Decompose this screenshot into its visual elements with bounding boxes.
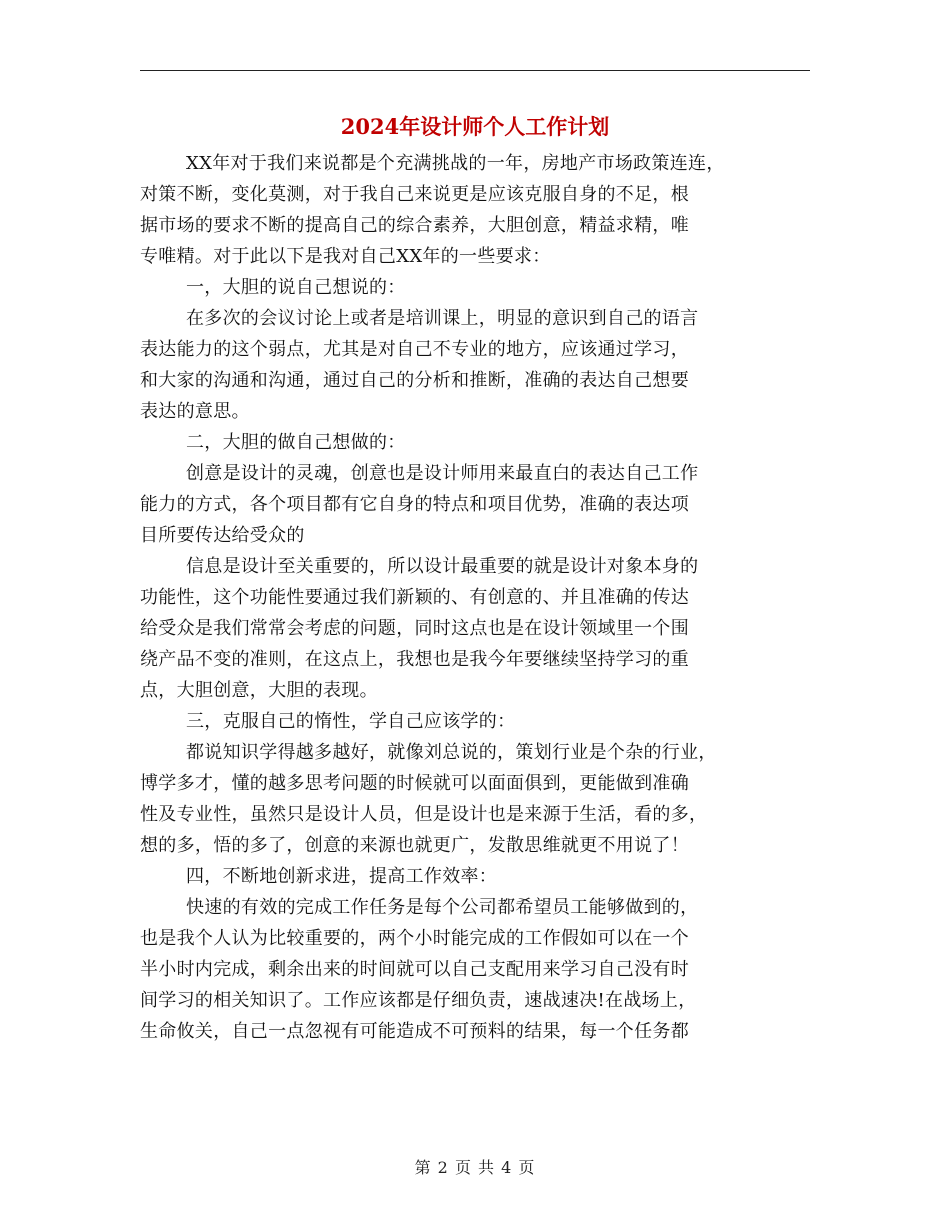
body-line: 功能性，这个功能性要通过我们新颖的、有创意的、并且准确的传达: [140, 587, 689, 608]
page-footer: 第 2 页 共 4 页: [414, 1158, 536, 1177]
body-line: 二，大胆的做自己想做的：: [186, 432, 406, 453]
body-line: 专唯精。对于此以下是我对自己XX年的一些要求：: [140, 246, 551, 267]
document-title: 2024年设计师个人工作计划: [340, 114, 610, 139]
body-line: 快速的有效的完成工作任务是每个公司都希望员工能够做到的，: [186, 897, 699, 918]
body-line: XX年对于我们来说都是个充满挑战的一年，房地产市场政策连连，: [186, 153, 725, 174]
body-line: 对策不断，变化莫测，对于我自己来说更是应该克服自身的不足，根: [140, 184, 689, 205]
body-line: 在多次的会议讨论上或者是培训课上，明显的意识到自己的语言: [186, 308, 699, 329]
body-line: 据市场的要求不断的提高自己的综合素养，大胆创意，精益求精，唯: [140, 215, 689, 236]
document-body: [140, 148, 812, 1047]
body-line: 博学多才，懂的越多思考问题的时候就可以面面俱到，更能做到准确: [140, 773, 689, 794]
body-line: 给受众是我们常常会考虑的问题，同时这点也是在设计领域里一个围: [140, 618, 689, 639]
body-line: 点，大胆创意，大胆的表现。: [140, 680, 378, 701]
body-line: 表达的意思。: [140, 401, 250, 422]
body-line: 和大家的沟通和沟通，通过自己的分析和推断，准确的表达自己想要: [140, 370, 689, 391]
body-line: 想的多，悟的多了，创意的来源也就更广，发散思维就更不用说了！: [140, 835, 689, 856]
body-line: 都说知识学得越多越好，就像刘总说的，策划行业是个杂的行业，: [186, 742, 717, 763]
body-line: 绕产品不变的准则，在这点上，我想也是我今年要继续坚持学习的重: [140, 649, 689, 670]
body-line: 三，克服自己的惰性，学自己应该学的：: [186, 711, 516, 732]
body-line: 一，大胆的说自己想说的：: [186, 277, 406, 298]
body-line: 也是我个人认为比较重要的，两个小时能完成的工作假如可以在一个: [140, 928, 689, 949]
body-line: 半小时内完成，剩余出来的时间就可以自己支配用来学习自己没有时: [140, 959, 689, 980]
body-line: 性及专业性，虽然只是设计人员，但是设计也是来源于生活，看的多，: [140, 804, 708, 825]
body-line: 间学习的相关知识了。工作应该都是仔细负责，速战速决!在战场上，: [140, 990, 697, 1011]
body-line: 能力的方式，各个项目都有它自身的特点和项目优势，准确的表达项: [140, 494, 689, 515]
body-line: 创意是设计的灵魂，创意也是设计师用来最直白的表达自己工作: [186, 463, 699, 484]
header-rule: [140, 70, 810, 71]
body-line: 信息是设计至关重要的，所以设计最重要的就是设计对象本身的: [186, 556, 699, 577]
body-line: 表达能力的这个弱点，尤其是对自己不专业的地方，应该通过学习，: [140, 339, 689, 360]
body-line: 生命攸关，自己一点忽视有可能造成不可预料的结果，每一个任务都: [140, 1021, 689, 1042]
body-line: 目所要传达给受众的: [140, 525, 305, 546]
body-line: 四，不断地创新求进，提高工作效率：: [186, 866, 498, 887]
